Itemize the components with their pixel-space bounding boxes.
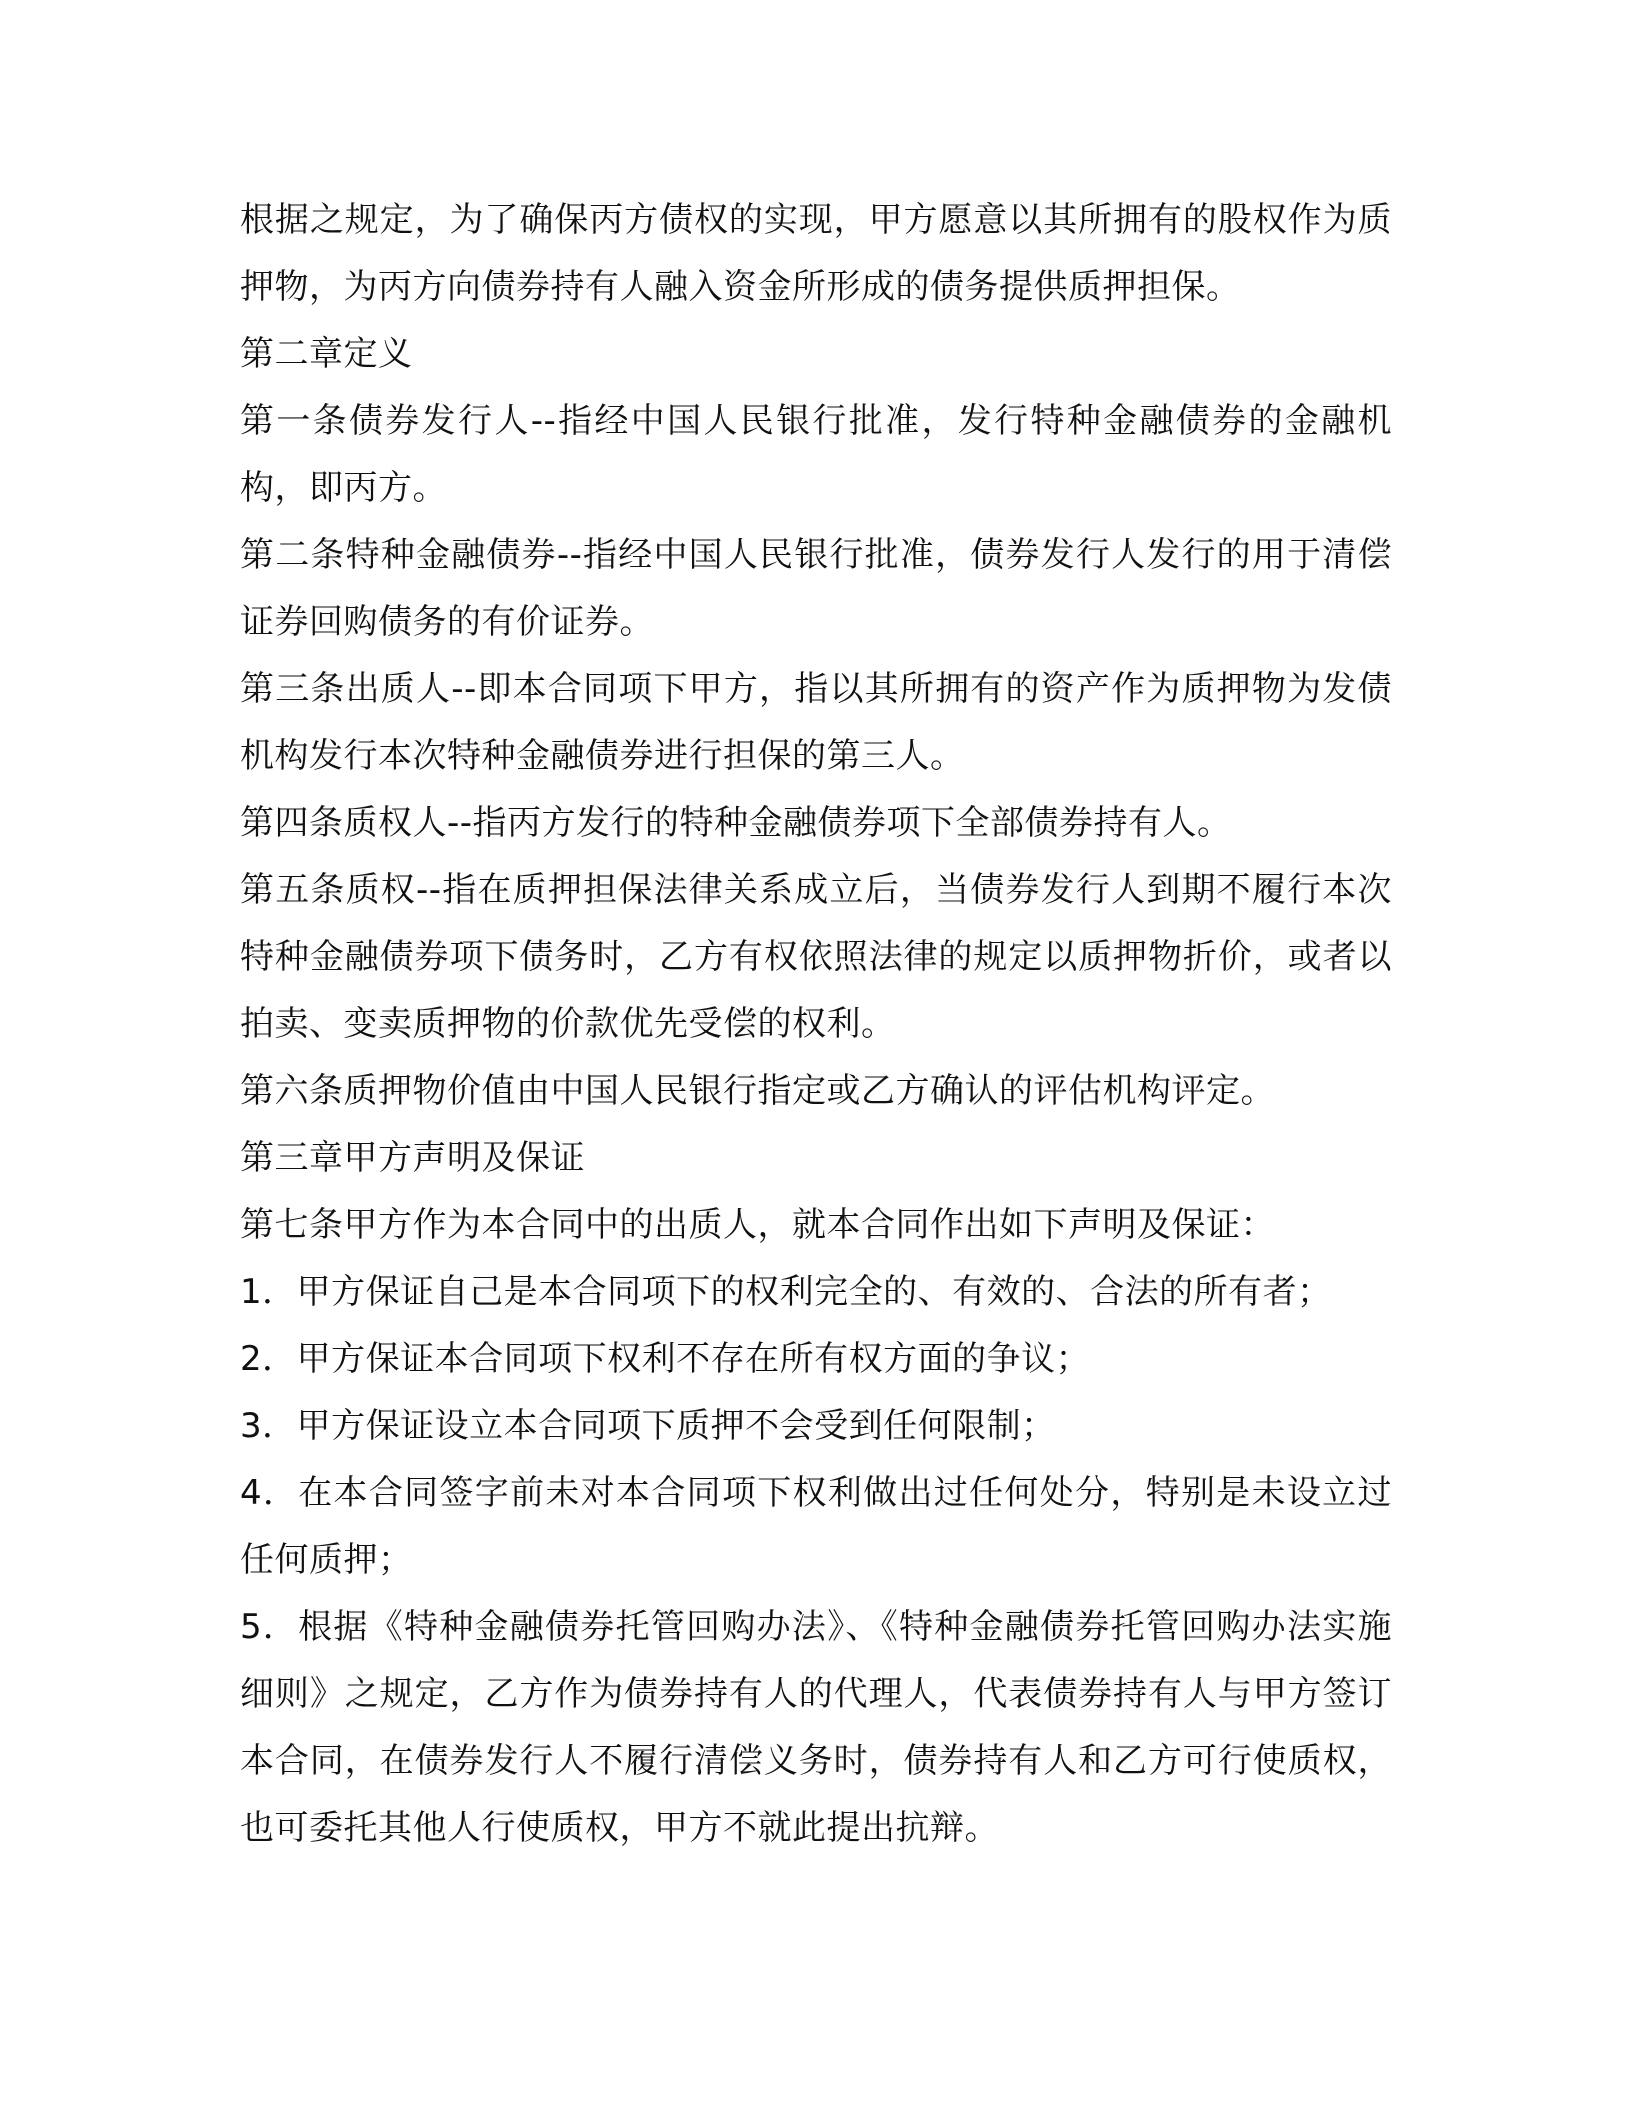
- article-7: 第七条甲方作为本合同中的出质人，就本合同作出如下声明及保证：: [240, 1205, 1275, 1245]
- paragraph-pledge-purpose: 根据之规定，为了确保丙方债权的实现，甲方愿意以其所拥有的股权作为质押物，为丙方向债券持有人融入资金所形成的债务提供质押担保。: [240, 200, 1392, 307]
- article-2: 第二条特种金融债券--指经中国人民银行批准，债券发行人发行的用于清偿证券回购债务的有价证券。: [240, 535, 1392, 642]
- document-body: [240, 187, 1392, 1862]
- list-item-3: 3．甲方保证设立本合同项下质押不会受到任何限制；: [240, 1406, 1056, 1446]
- article-4: 第四条质权人--指丙方发行的特种金融债券项下全部债券持有人。: [240, 803, 1232, 843]
- list-item-2: 2．甲方保证本合同项下权利不存在所有权方面的争议；: [240, 1339, 1091, 1379]
- article-6: 第六条质押物价值由中国人民银行指定或乙方确认的评估机构评定。: [240, 1071, 1275, 1111]
- list-item-5: 5．根据《特种金融债券托管回购办法》、《特种金融债券托管回购办法实施细则》之规定，乙方作为债券持有人的代理人，代表债券持有人与甲方签订本合同，在债券发行人不履行清偿义务时，债券持有人和乙方可行使质权，也可委托其他人行使质权，甲方不就此提出抗辩。: [240, 1607, 1392, 1848]
- article-5: 第五条质权--指在质押担保法律关系成立后，当债券发行人到期不履行本次特种金融债券项下债务时，乙方有权依照法律的规定以质押物折价，或者以拍卖、变卖质押物的价款优先受偿的权利。: [240, 870, 1392, 1044]
- article-3: 第三条出质人--即本合同项下甲方，指以其所拥有的资产作为质押物为发债机构发行本次特种金融债券进行担保的第三人。: [240, 669, 1392, 776]
- list-item-1: 1．甲方保证自己是本合同项下的权利完全的、有效的、合法的所有者；: [240, 1272, 1332, 1312]
- article-1: 第一条债券发行人--指经中国人民银行批准，发行特种金融债券的金融机构，即丙方。: [240, 401, 1392, 508]
- chapter-heading-definitions: 第二章定义: [240, 334, 413, 374]
- list-item-4: 4．在本合同签字前未对本合同项下权利做出过任何处分，特别是未设立过任何质押；: [240, 1473, 1392, 1580]
- chapter-heading-declarations: 第三章甲方声明及保证: [240, 1138, 585, 1178]
